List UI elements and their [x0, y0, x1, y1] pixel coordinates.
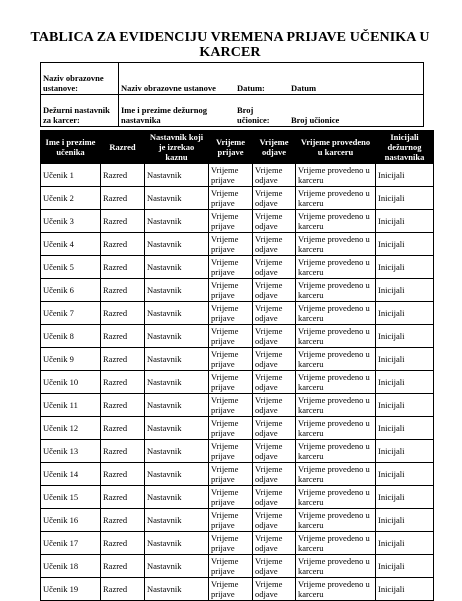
- class-cell[interactable]: Razred: [101, 256, 145, 279]
- check-in-cell[interactable]: Vrijeme prijave: [209, 509, 253, 532]
- check-in-cell[interactable]: Vrijeme prijave: [209, 555, 253, 578]
- time-spent-cell[interactable]: Vrijeme provedeno u karceru: [296, 302, 376, 325]
- initials-cell[interactable]: Inicijali: [376, 348, 434, 371]
- class-cell[interactable]: Razred: [101, 325, 145, 348]
- initials-cell[interactable]: Inicijali: [376, 164, 434, 187]
- teacher-cell[interactable]: Nastavnik: [145, 394, 209, 417]
- student-name-cell[interactable]: Učenik 4: [41, 233, 101, 256]
- time-spent-cell[interactable]: Vrijeme provedeno u karceru: [296, 486, 376, 509]
- class-cell[interactable]: Razred: [101, 440, 145, 463]
- teacher-cell[interactable]: Nastavnik: [145, 532, 209, 555]
- check-out-cell[interactable]: Vrijeme odjave: [253, 463, 296, 486]
- table-row: [41, 210, 434, 233]
- check-out-cell[interactable]: Vrijeme odjave: [253, 394, 296, 417]
- check-out-cell[interactable]: Vrijeme odjave: [253, 486, 296, 509]
- student-name-cell[interactable]: Učenik 15: [41, 486, 101, 509]
- check-in-cell[interactable]: Vrijeme prijave: [209, 279, 253, 302]
- teacher-cell[interactable]: Nastavnik: [145, 210, 209, 233]
- classroom-value[interactable]: Broj učionice: [289, 95, 424, 127]
- class-cell[interactable]: Razred: [101, 302, 145, 325]
- time-spent-cell[interactable]: Vrijeme provedeno u karceru: [296, 394, 376, 417]
- student-name-cell[interactable]: Učenik 10: [41, 371, 101, 394]
- teacher-cell[interactable]: Nastavnik: [145, 302, 209, 325]
- initials-cell[interactable]: Inicijali: [376, 509, 434, 532]
- table-row: [41, 256, 434, 279]
- student-name-cell[interactable]: Učenik 3: [41, 210, 101, 233]
- teacher-cell[interactable]: Nastavnik: [145, 371, 209, 394]
- table-row: [41, 417, 434, 440]
- table-row: [41, 164, 434, 187]
- student-name-cell[interactable]: Učenik 2: [41, 187, 101, 210]
- check-in-cell[interactable]: Vrijeme prijave: [209, 371, 253, 394]
- time-spent-cell[interactable]: Vrijeme provedeno u karceru: [296, 164, 376, 187]
- classroom-label: Broj učionice:: [235, 95, 289, 127]
- initials-cell[interactable]: Inicijali: [376, 233, 434, 256]
- check-in-cell[interactable]: Vrijeme prijave: [209, 417, 253, 440]
- student-name-cell[interactable]: Učenik 1: [41, 164, 101, 187]
- check-out-cell[interactable]: Vrijeme odjave: [253, 578, 296, 601]
- initials-cell[interactable]: Inicijali: [376, 417, 434, 440]
- class-cell[interactable]: Razred: [101, 348, 145, 371]
- student-name-cell[interactable]: Učenik 7: [41, 302, 101, 325]
- check-out-cell[interactable]: Vrijeme odjave: [253, 164, 296, 187]
- class-cell[interactable]: Razred: [101, 210, 145, 233]
- detention-log-table: [40, 130, 434, 601]
- teacher-cell[interactable]: Nastavnik: [145, 279, 209, 302]
- check-in-cell[interactable]: Vrijeme prijave: [209, 532, 253, 555]
- check-out-cell[interactable]: Vrijeme odjave: [253, 256, 296, 279]
- check-in-cell[interactable]: Vrijeme prijave: [209, 233, 253, 256]
- initials-cell[interactable]: Inicijali: [376, 210, 434, 233]
- info-table: [40, 62, 424, 127]
- time-spent-cell[interactable]: Vrijeme provedeno u karceru: [296, 463, 376, 486]
- teacher-cell[interactable]: Nastavnik: [145, 164, 209, 187]
- class-cell[interactable]: Razred: [101, 394, 145, 417]
- check-in-cell[interactable]: Vrijeme prijave: [209, 164, 253, 187]
- class-cell[interactable]: Razred: [101, 233, 145, 256]
- teacher-cell[interactable]: Nastavnik: [145, 555, 209, 578]
- header-class: Razred: [101, 131, 145, 164]
- date-value[interactable]: Datum: [289, 63, 424, 95]
- class-cell[interactable]: Razred: [101, 578, 145, 601]
- student-name-cell[interactable]: Učenik 11: [41, 394, 101, 417]
- table-row: [41, 348, 434, 371]
- check-out-cell[interactable]: Vrijeme odjave: [253, 210, 296, 233]
- date-label: Datum:: [235, 63, 289, 95]
- initials-cell[interactable]: Inicijali: [376, 486, 434, 509]
- teacher-cell[interactable]: Nastavnik: [145, 578, 209, 601]
- teacher-cell[interactable]: Nastavnik: [145, 187, 209, 210]
- check-out-cell[interactable]: Vrijeme odjave: [253, 555, 296, 578]
- table-header-row: [41, 131, 434, 164]
- table-row: [41, 486, 434, 509]
- class-cell[interactable]: Razred: [101, 417, 145, 440]
- check-out-cell[interactable]: Vrijeme odjave: [253, 440, 296, 463]
- table-row: [41, 578, 434, 601]
- class-cell[interactable]: Razred: [101, 371, 145, 394]
- time-spent-cell[interactable]: Vrijeme provedeno u karceru: [296, 279, 376, 302]
- time-spent-cell[interactable]: Vrijeme provedeno u karceru: [296, 440, 376, 463]
- class-cell[interactable]: Razred: [101, 164, 145, 187]
- initials-cell[interactable]: Inicijali: [376, 371, 434, 394]
- student-name-cell[interactable]: Učenik 18: [41, 555, 101, 578]
- check-out-cell[interactable]: Vrijeme odjave: [253, 509, 296, 532]
- class-cell[interactable]: Razred: [101, 509, 145, 532]
- student-name-cell[interactable]: Učenik 12: [41, 417, 101, 440]
- time-spent-cell[interactable]: Vrijeme provedeno u karceru: [296, 233, 376, 256]
- teacher-cell[interactable]: Nastavnik: [145, 440, 209, 463]
- table-row: [41, 509, 434, 532]
- table-row: [41, 555, 434, 578]
- school-name-value[interactable]: Naziv obrazovne ustanove: [119, 63, 236, 95]
- time-spent-cell[interactable]: Vrijeme provedeno u karceru: [296, 325, 376, 348]
- student-name-cell[interactable]: Učenik 19: [41, 578, 101, 601]
- class-cell[interactable]: Razred: [101, 279, 145, 302]
- info-row-teacher: [41, 95, 424, 127]
- time-spent-cell[interactable]: Vrijeme provedeno u karceru: [296, 555, 376, 578]
- check-in-cell[interactable]: Vrijeme prijave: [209, 348, 253, 371]
- table-row: [41, 532, 434, 555]
- teacher-cell[interactable]: Nastavnik: [145, 509, 209, 532]
- time-spent-cell[interactable]: Vrijeme provedeno u karceru: [296, 509, 376, 532]
- check-out-cell[interactable]: Vrijeme odjave: [253, 302, 296, 325]
- class-cell[interactable]: Razred: [101, 555, 145, 578]
- header-check-in: Vrijeme prijave: [209, 131, 253, 164]
- initials-cell[interactable]: Inicijali: [376, 325, 434, 348]
- check-in-cell[interactable]: Vrijeme prijave: [209, 187, 253, 210]
- header-student-name: Ime i prezime učenika: [41, 131, 101, 164]
- teacher-cell[interactable]: Nastavnik: [145, 256, 209, 279]
- teacher-cell[interactable]: Nastavnik: [145, 325, 209, 348]
- page-title: TABLICA ZA EVIDENCIJU VREMENA PRIJAVE UČENIKA U KARCER: [30, 30, 430, 60]
- time-spent-cell[interactable]: Vrijeme provedeno u karceru: [296, 187, 376, 210]
- header-initials: Inicijali dežurnog nastavnika: [376, 131, 434, 164]
- student-name-cell[interactable]: Učenik 17: [41, 532, 101, 555]
- check-out-cell[interactable]: Vrijeme odjave: [253, 187, 296, 210]
- table-row: [41, 302, 434, 325]
- duty-teacher-label: Dežurni nastavnik za karcer:: [41, 95, 119, 127]
- table-row: [41, 233, 434, 256]
- info-row-school: [41, 63, 424, 95]
- check-out-cell[interactable]: Vrijeme odjave: [253, 233, 296, 256]
- check-out-cell[interactable]: Vrijeme odjave: [253, 532, 296, 555]
- initials-cell[interactable]: Inicijali: [376, 394, 434, 417]
- check-in-cell[interactable]: Vrijeme prijave: [209, 210, 253, 233]
- duty-teacher-value[interactable]: Ime i prezime dežurnog nastavnika: [119, 95, 236, 127]
- initials-cell[interactable]: Inicijali: [376, 532, 434, 555]
- time-spent-cell[interactable]: Vrijeme provedeno u karceru: [296, 371, 376, 394]
- student-name-cell[interactable]: Učenik 5: [41, 256, 101, 279]
- table-row: [41, 440, 434, 463]
- initials-cell[interactable]: Inicijali: [376, 187, 434, 210]
- class-cell[interactable]: Razred: [101, 463, 145, 486]
- check-out-cell[interactable]: Vrijeme odjave: [253, 279, 296, 302]
- student-name-cell[interactable]: Učenik 9: [41, 348, 101, 371]
- check-in-cell[interactable]: Vrijeme prijave: [209, 578, 253, 601]
- time-spent-cell[interactable]: Vrijeme provedeno u karceru: [296, 417, 376, 440]
- student-name-cell[interactable]: Učenik 14: [41, 463, 101, 486]
- check-in-cell[interactable]: Vrijeme prijave: [209, 302, 253, 325]
- check-in-cell[interactable]: Vrijeme prijave: [209, 463, 253, 486]
- time-spent-cell[interactable]: Vrijeme provedeno u karceru: [296, 578, 376, 601]
- time-spent-cell[interactable]: Vrijeme provedeno u karceru: [296, 348, 376, 371]
- initials-cell[interactable]: Inicijali: [376, 555, 434, 578]
- initials-cell[interactable]: Inicijali: [376, 279, 434, 302]
- student-name-cell[interactable]: Učenik 8: [41, 325, 101, 348]
- table-row: [41, 463, 434, 486]
- student-name-cell[interactable]: Učenik 16: [41, 509, 101, 532]
- class-cell[interactable]: Razred: [101, 486, 145, 509]
- table-row: [41, 371, 434, 394]
- check-out-cell[interactable]: Vrijeme odjave: [253, 348, 296, 371]
- header-check-out: Vrijeme odjave: [253, 131, 296, 164]
- class-cell[interactable]: Razred: [101, 187, 145, 210]
- initials-cell[interactable]: Inicijali: [376, 463, 434, 486]
- time-spent-cell[interactable]: Vrijeme provedeno u karceru: [296, 210, 376, 233]
- check-out-cell[interactable]: Vrijeme odjave: [253, 325, 296, 348]
- header-teacher: Nastavnik koji je izrekao kaznu: [145, 131, 209, 164]
- table-row: [41, 394, 434, 417]
- class-cell[interactable]: Razred: [101, 532, 145, 555]
- teacher-cell[interactable]: Nastavnik: [145, 348, 209, 371]
- check-out-cell[interactable]: Vrijeme odjave: [253, 371, 296, 394]
- check-out-cell[interactable]: Vrijeme odjave: [253, 417, 296, 440]
- student-name-cell[interactable]: Učenik 6: [41, 279, 101, 302]
- time-spent-cell[interactable]: Vrijeme provedeno u karceru: [296, 532, 376, 555]
- initials-cell[interactable]: Inicijali: [376, 578, 434, 601]
- teacher-cell[interactable]: Nastavnik: [145, 417, 209, 440]
- teacher-cell[interactable]: Nastavnik: [145, 463, 209, 486]
- check-in-cell[interactable]: Vrijeme prijave: [209, 394, 253, 417]
- table-row: [41, 325, 434, 348]
- initials-cell[interactable]: Inicijali: [376, 440, 434, 463]
- table-row: [41, 187, 434, 210]
- check-in-cell[interactable]: Vrijeme prijave: [209, 440, 253, 463]
- time-spent-cell[interactable]: Vrijeme provedeno u karceru: [296, 256, 376, 279]
- school-name-label: Naziv obrazovne ustanove:: [41, 63, 119, 95]
- check-in-cell[interactable]: Vrijeme prijave: [209, 256, 253, 279]
- teacher-cell[interactable]: Nastavnik: [145, 486, 209, 509]
- teacher-cell[interactable]: Nastavnik: [145, 233, 209, 256]
- header-time-spent: Vrijeme provedeno u karceru: [296, 131, 376, 164]
- initials-cell[interactable]: Inicijali: [376, 256, 434, 279]
- initials-cell[interactable]: Inicijali: [376, 302, 434, 325]
- table-row: [41, 279, 434, 302]
- student-name-cell[interactable]: Učenik 13: [41, 440, 101, 463]
- check-in-cell[interactable]: Vrijeme prijave: [209, 325, 253, 348]
- check-in-cell[interactable]: Vrijeme prijave: [209, 486, 253, 509]
